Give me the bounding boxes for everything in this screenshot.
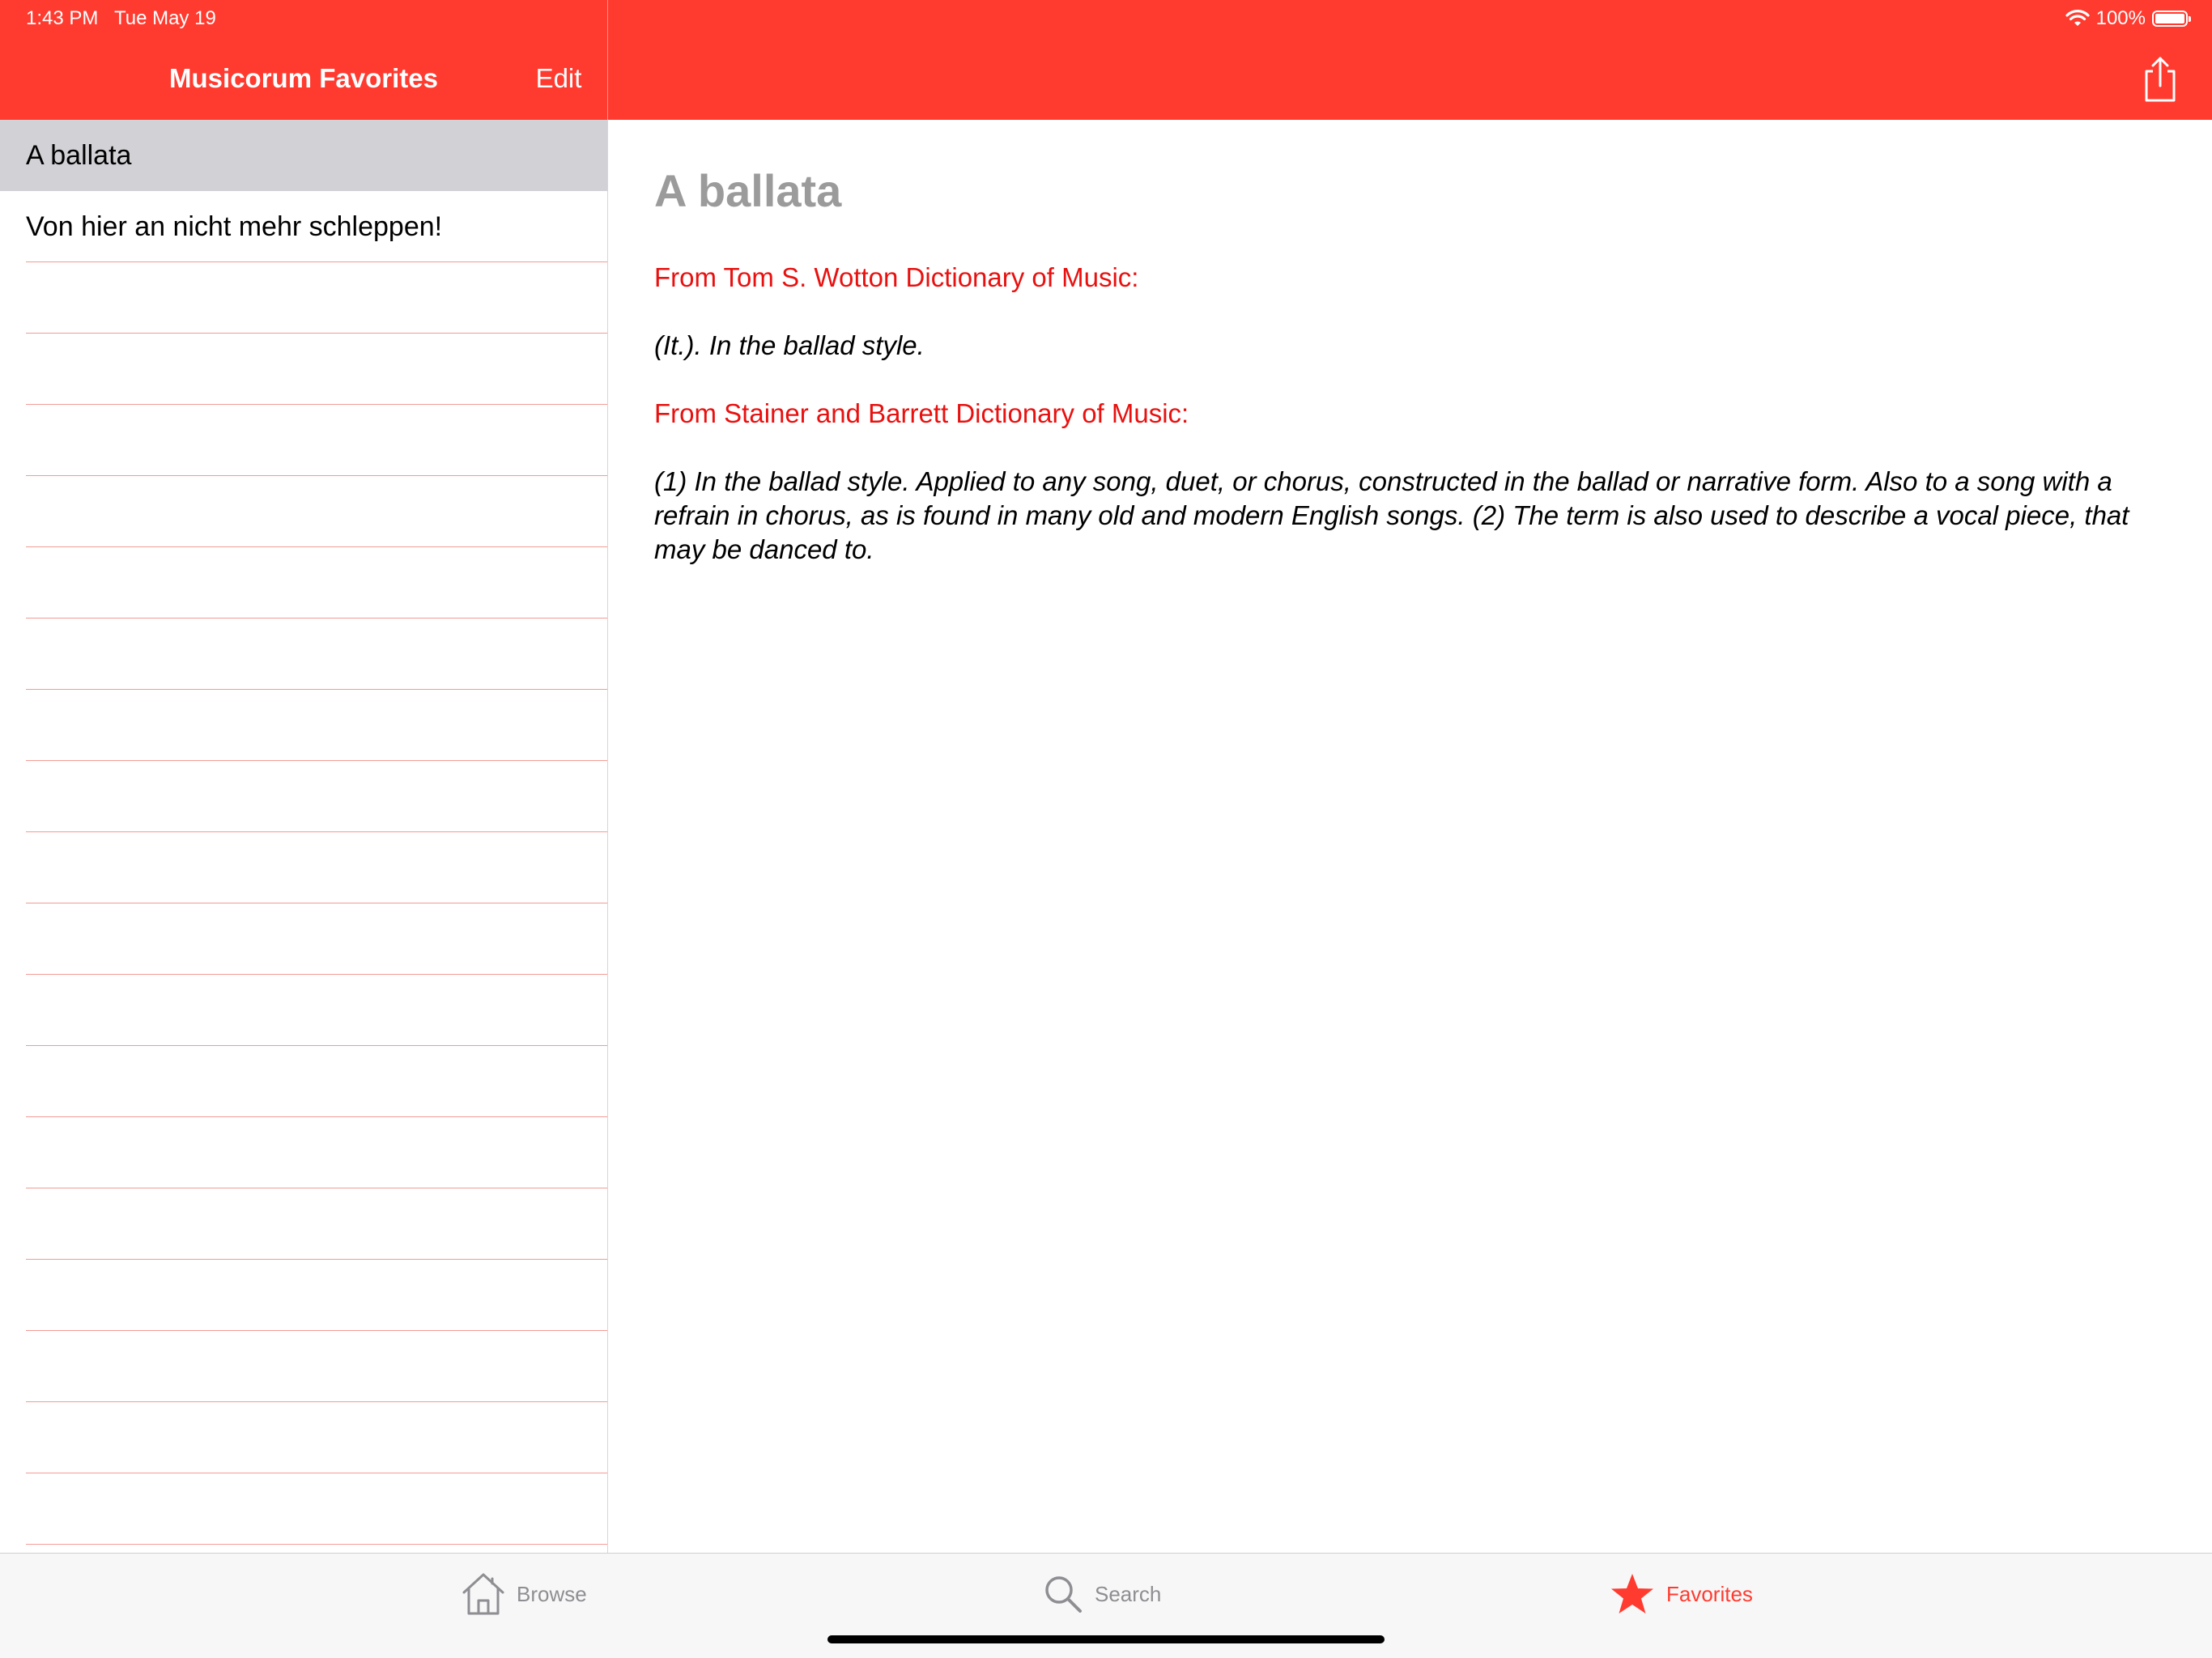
tab-label: Favorites bbox=[1666, 1581, 1753, 1606]
empty-row bbox=[0, 761, 607, 832]
empty-row bbox=[0, 975, 607, 1046]
list-item[interactable] bbox=[0, 120, 607, 191]
battery-icon bbox=[2152, 11, 2188, 27]
detail-pane bbox=[654, 120, 2176, 564]
empty-row bbox=[0, 262, 607, 334]
definition-text: (It.). In the ballad style. bbox=[654, 330, 925, 360]
empty-row bbox=[0, 476, 607, 547]
empty-row bbox=[0, 1260, 607, 1331]
share-icon bbox=[2138, 55, 2183, 104]
empty-row bbox=[0, 1473, 607, 1545]
empty-row bbox=[0, 832, 607, 903]
source-heading: From Tom S. Wotton Dictionary of Music: bbox=[654, 262, 1139, 292]
favorites-list bbox=[0, 120, 607, 1553]
navigation-bar bbox=[0, 0, 2212, 120]
master-title: Musicorum Favorites bbox=[169, 63, 438, 93]
detail-title: A ballata bbox=[654, 165, 842, 216]
split-divider bbox=[607, 0, 608, 120]
home-indicator[interactable] bbox=[827, 1635, 1385, 1643]
house-icon bbox=[462, 1571, 505, 1617]
empty-row bbox=[0, 619, 607, 690]
empty-row bbox=[0, 1188, 607, 1260]
tab-search[interactable] bbox=[1043, 1570, 1161, 1618]
share-button[interactable] bbox=[2138, 55, 2183, 104]
empty-row bbox=[0, 903, 607, 975]
master-border bbox=[607, 120, 608, 1553]
status-indicators bbox=[2065, 6, 2188, 31]
star-icon bbox=[1610, 1572, 1655, 1616]
empty-row bbox=[0, 1046, 607, 1117]
empty-row bbox=[0, 1117, 607, 1188]
wifi-icon bbox=[2065, 10, 2090, 28]
list-item-label: A ballata bbox=[26, 140, 132, 171]
empty-row bbox=[0, 690, 607, 761]
definition-text: (1) In the ballad style. Applied to any song, duet, or chorus, constructed in the ballad or narrative form. Also to a song with a refrain in chorus, as is found in many old and modern English songs. (2) The term is also used to describe a vocal piece, that may be danced to. bbox=[654, 466, 2129, 564]
empty-row bbox=[0, 405, 607, 476]
tab-label: Search bbox=[1095, 1581, 1162, 1606]
empty-row bbox=[0, 1545, 607, 1553]
empty-row bbox=[0, 334, 607, 405]
edit-button[interactable]: Edit bbox=[518, 58, 599, 99]
list-item[interactable] bbox=[0, 191, 607, 262]
empty-row bbox=[0, 547, 607, 619]
list-item-label: Von hier an nicht mehr schleppen! bbox=[26, 211, 443, 242]
magnifier-icon bbox=[1043, 1574, 1083, 1614]
tab-label: Browse bbox=[517, 1581, 587, 1606]
tab-favorites[interactable] bbox=[1610, 1570, 1753, 1618]
empty-row bbox=[0, 1402, 607, 1473]
source-heading: From Stainer and Barrett Dictionary of Music: bbox=[654, 398, 1189, 428]
battery-percent: 100% bbox=[2095, 7, 2146, 29]
tab-browse[interactable] bbox=[462, 1570, 587, 1618]
status-time: 1:43 PM Tue May 19 bbox=[26, 7, 216, 29]
empty-row bbox=[0, 1331, 607, 1402]
